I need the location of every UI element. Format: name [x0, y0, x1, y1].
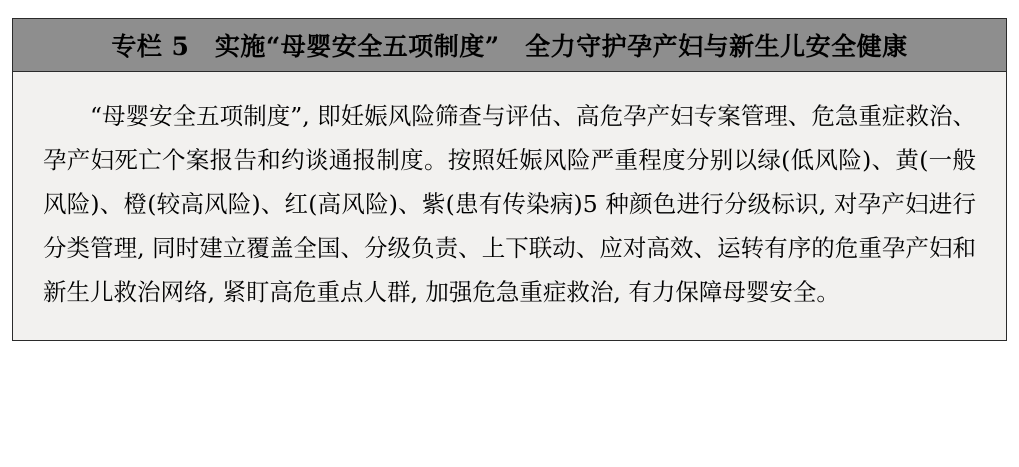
callout-box-paragraph: “母婴安全五项制度”, 即妊娠风险筛查与评估、高危孕产妇专案管理、危急重症救治、孕产妇死亡个案报告和约谈通报制度。按照妊娠风险严重程度分别以绿(低风险)、黄(一般风险)、橙(较高风险)、红(高风险)、紫(患有传染病)5 种颜色进行分级标识, 对孕产妇进行分类管理, 同时建立覆盖全国、分级负责、上下联动、应对高效、运转有序的危重孕产妇和新生儿救治网络, 紧盯高危重点人群, 加强危急重症救治, 有力保障母婴安全。 [43, 102, 976, 306]
callout-box [12, 18, 1007, 341]
callout-box-header [13, 19, 1006, 72]
callout-box-body [13, 72, 1006, 340]
callout-box-title: 专栏 5 实施“母婴安全五项制度” 全力守护孕产妇与新生儿安全健康 [111, 32, 908, 61]
